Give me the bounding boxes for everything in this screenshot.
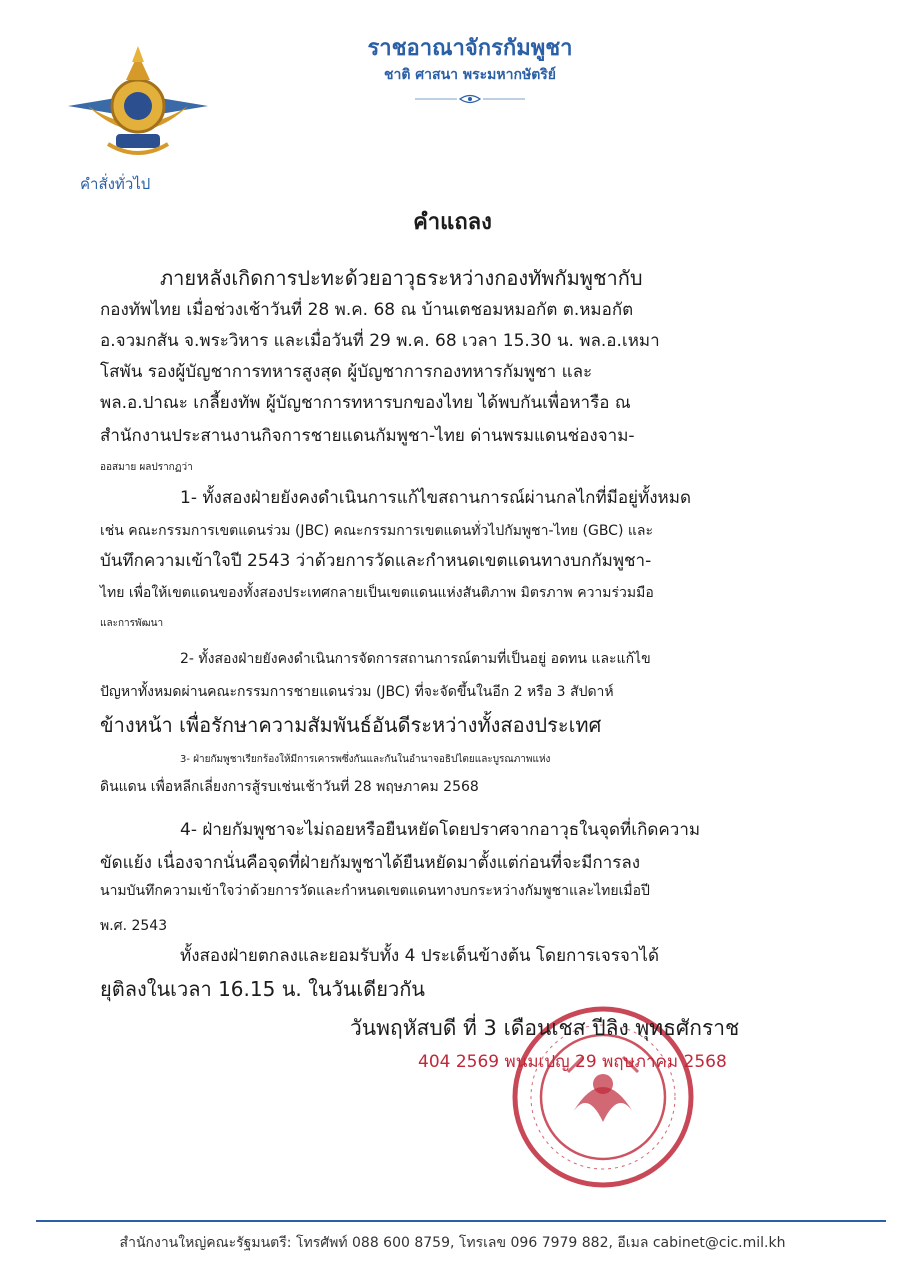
body-line: ทั้งสองฝ่ายตกลงและยอมรับทั้ง 4 ประเด็นข้างต้น โดยการเจรจาได้ [180,946,660,966]
body-line: และการพัฒนา [100,618,164,629]
body-line: บันทึกความเข้าใจปี 2543 ว่าด้วยการวัดและกำหนดเขตแดนทางบกกัมพูชา- [100,551,652,571]
kingdom-name: ราชอาณาจักรกัมพูชา [367,36,573,61]
body-line: นามบันทึกความเข้าใจว่าด้วยการวัดและกำหนดเขตแดนทางบกระหว่างกัมพูชาและไทยเมื่อปี [100,883,650,899]
military-emblem-icon [68,44,208,162]
body-line: สำนักงานประสานงานกิจการชายแดนกัมพูชา-ไทย ด่านพรมแดนช่องจาม- [100,426,635,446]
body-line: 4- ฝ่ายกัมพูชาจะไม่ถอยหรือยืนหยัดโดยปราศจากอาวุธในจุดที่เกิดความ [180,820,701,840]
body-line: พ.ศ. 2543 [100,918,168,934]
body-line: กองทัพไทย เมื่อช่วงเช้าวันที่ 28 พ.ค. 68 ณ บ้านเตชอมหมอกัต ต.หมอกัต [100,300,634,320]
body-line: ขัดแย้ง เนื่องจากนั่นคือจุดที่ฝ่ายกัมพูชาได้ยืนหยัดมาตั้งแต่ก่อนที่จะมีการลง [100,853,641,873]
footer-divider [36,1220,886,1222]
body-line: ดินแดน เพื่อหลีกเลี่ยงการสู้รบเช่นเช้าวันที่ 28 พฤษภาคม 2568 [100,779,479,795]
date-line-gregorian: 404 2569 พนมเปญ 29 พฤษภาคม 2568 [418,1052,727,1072]
body-line: โสพัน รองผู้บัญชาการทหารสูงสุด ผู้บัญชาการกองทหารกัมพูชา และ [100,362,593,382]
body-line: เช่น คณะกรรมการเขตแดนร่วม (JBC) คณะกรรมการเขตแดนทั่วไปกัมพูชา-ไทย (GBC) และ [100,523,653,539]
body-line: 2- ทั้งสองฝ่ายยังคงดำเนินการจัดการสถานการณ์ตามที่เป็นอยู่ อดทน และแก้ไข [180,651,651,667]
body-line: ยุติลงในเวลา 16.15 น. ในวันเดียวกัน [100,977,425,1001]
body-line: 3- ฝ่ายกัมพูชาเรียกร้องให้มีการเคารพซึ่งกันและกันในอำนาจอธิปไตยและบูรณภาพแห่ง [180,754,551,765]
body-line: พล.อ.ปาณะ เกลี้ยงทัพ ผู้บัญชาการทหารบกของไทย ได้พบกันเพื่อหารือ ณ [100,393,631,413]
body-line: ปัญหาทั้งหมดผ่านคณะกรรมการชายแดนร่วม (JBC) ที่จะจัดขึ้นในอีก 2 หรือ 3 สัปดาห์ [100,684,614,700]
national-motto: ชาติ ศาสนา พระมหากษัตริย์ [383,67,557,83]
body-line: 1- ทั้งสองฝ่ายยังคงดำเนินการแก้ไขสถานการณ์ผ่านกลไกที่มีอยู่ทั้งหมด [180,488,691,508]
document-title: คำแถลง [413,210,492,235]
body-line: อ.จวมกสัน จ.พระวิหาร และเมื่อวันที่ 29 พ.ค. 68 เวลา 15.30 น. พล.อ.เหมา [100,331,660,351]
body-line: ออสมาย ผลปรากฏว่า [100,462,193,473]
document-type: คำสั่งทั่วไป [80,175,151,193]
body-line: ไทย เพื่อให้เขตแดนของทั้งสองประเทศกลายเป็นเขตแดนแห่งสันติภาพ มิตรภาพ ความร่วมมือ [100,585,654,601]
ornament-divider-icon [415,92,525,106]
body-line: ภายหลังเกิดการปะทะด้วยอาวุธระหว่างกองทัพกัมพูชากับ [160,266,643,290]
footer-contact: สำนักงานใหญ่คณะรัฐมนตรี: โทรศัพท์ 088 600 8759, โทรเลข 096 7979 882, อีเมล cabinet@cic.mil.kh [119,1235,786,1251]
body-line: ข้างหน้า เพื่อรักษาความสัมพันธ์อันดีระหว่างทั้งสองประเทศ [100,713,602,737]
date-line-lunar: วันพฤหัสบดี ที่ 3 เดือนเชส ปีลิง พุทธศักราช [350,1016,740,1040]
